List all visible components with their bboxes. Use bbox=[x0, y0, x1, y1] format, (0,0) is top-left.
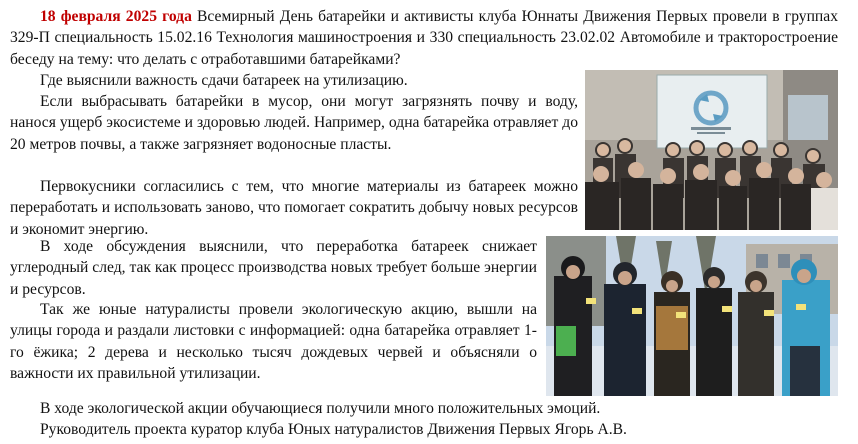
group-photo-outdoor bbox=[546, 236, 838, 396]
article bbox=[10, 0, 838, 444]
intro-text: Всемирный День батарейки и активисты клуба Юннаты Движения Первых провели в группах 329-П специальность 15.02.16 Технология машиностроения и 330 специальность 23.02.02 Автомобиле и тракторостроение беседу на тему: что делать с отработавшими батарейками? bbox=[10, 8, 838, 68]
paragraph-6: В ходе экологической акции обучающиеся получили много положительных эмоций. bbox=[40, 400, 601, 417]
paragraph-4: В ходе обсуждения выяснили, что переработка батареек снижает углеродный след, так как процесс производства новых требует больше энергии и ресурсов. bbox=[10, 238, 537, 298]
paragraph-3: Первокусники согласились с тем, что многие материалы из батареек можно переработать и использовать заново, что помогает сократить добычу новых ресурсов и экономит энергию. bbox=[10, 178, 578, 238]
paragraph-1: Где выяснили важность сдачи батареек на утилизацию. bbox=[40, 72, 408, 89]
event-date: 18 февраля 2025 года bbox=[40, 8, 192, 25]
paragraph-2: Если выбрасывать батарейки в мусор, они могут загрязнять почву и воду, нанося ущерб экосистеме и здоровью людей. Например, одна батарейка отравляет до 20 метров почвы, а также загрязняет водоносные пласты. bbox=[10, 93, 578, 153]
group-photo-indoor bbox=[585, 70, 838, 230]
paragraph-5: Так же юные натуралисты провели экологическую акцию, вышли на улицы города и раздали листовки с информацией: одна батарейка отравляет 1-го ёжика; 2 дерева и несколько тысяч дождевых червей и объясняли о важности их правильной утилизации. bbox=[10, 301, 537, 382]
intro-paragraph bbox=[10, 6, 838, 70]
paragraph-7: Руководитель проекта куратор клуба Юных натуралистов Движения Первых Ягорь А.В. bbox=[40, 421, 627, 438]
